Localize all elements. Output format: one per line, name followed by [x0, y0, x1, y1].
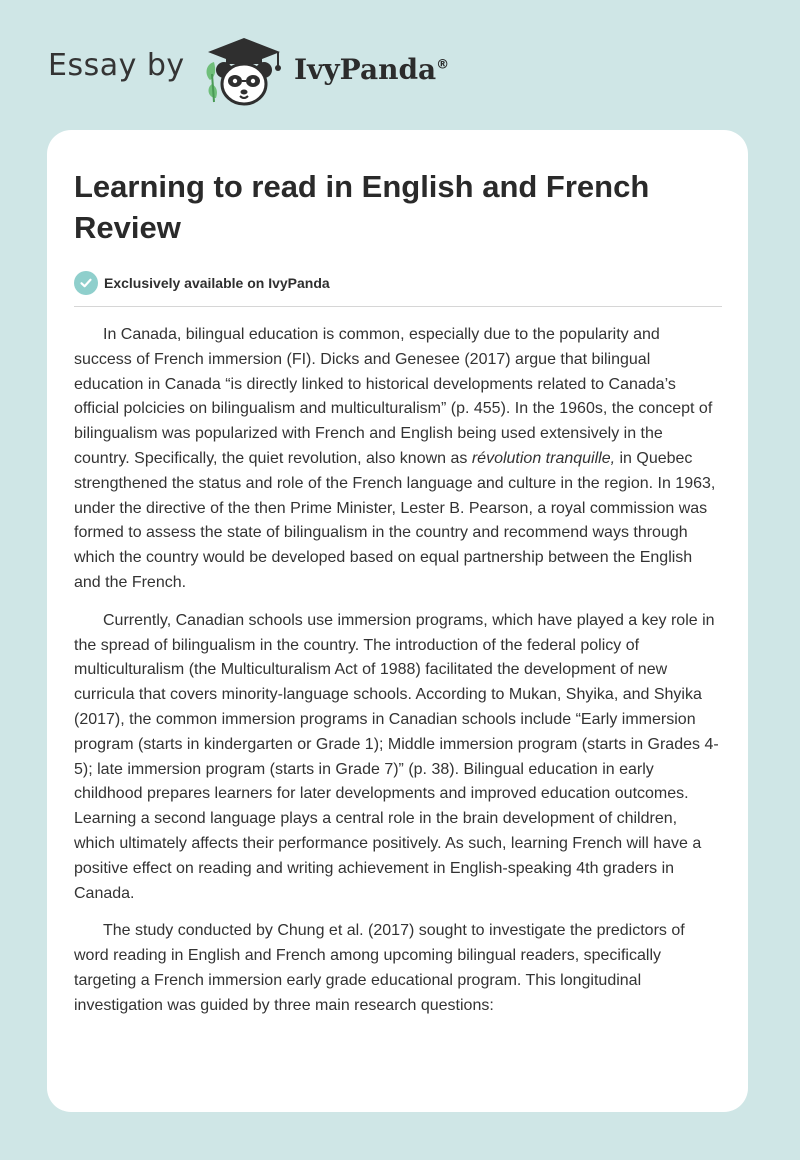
article-paragraph: Currently, Canadian schools use immersion programs, which have played a key role in the spread of bilingualism in the country. The introduction of the federal policy of multiculturalism (the Multiculturalism Act of 1988) facilitated the development of new curricula that covers minority-language schools. According to Mukan, Shyika, and Shyika (2017), the common immersion programs in Canadian schools include “Early immersion program (starts in kindergarten or Grade 1); Middle immersion program (starts in Grades 4-5); late immersion program (starts in Grade 7)” (p. 38). Bilingual education in early childhood prepares learners for later developments and improved education outcomes. Learning a second language plays a central role in the brain development of children, which ultimately affects their performance positively. As such, learning French will have a positive effect on reading and writing achievement in English-speaking 4th graders in Canada. [74, 611, 719, 902]
article-body [74, 323, 722, 1019]
exclusive-badge [74, 270, 722, 296]
article-title: Learning to read in English and French Review [74, 169, 650, 245]
article-card [47, 130, 748, 1112]
site-header [0, 0, 800, 130]
ivypanda-brand: IvyPanda® [294, 53, 450, 86]
check-icon [74, 271, 98, 295]
article-paragraph: In Canada, bilingual education is common, especially due to the popularity and success of French immersion (FI). Dicks and Genesee (2017) argue that bilingual education in Canada “is directly linked to historical developments related to Canada’s official polcicies on bilingualism and multiculturalism” (p. 455). In the 1960s, the concept of bilingualism was popularized with French and English being used extensively in the country. Specifically, the quiet revolution, also known as révolution tranquille, in Quebec strengthened the status and role of the French language and culture in the region. In 1963, under the directive of the then Prime Minister, Lester B. Pearson, a royal commission was formed to assess the state of bilingualism in the country and recommend ways through which the country would be developed based on equal partnership between the English and the French. [74, 326, 716, 591]
exclusive-badge-label: Exclusively available on IvyPanda [104, 275, 330, 291]
essay-by-label: Essay by [48, 48, 185, 83]
panda-graduate-icon [200, 36, 288, 108]
italic-term: révolution tranquille, [471, 449, 616, 467]
article-paragraph: The study conducted by Chung et al. (2017) sought to investigate the predictors of word reading in English and French among upcoming bilingual readers, specifically targeting a French immersion early grade educational program. This longitudinal investigation was guided by three main research questions: [74, 922, 685, 1014]
divider [74, 306, 722, 307]
